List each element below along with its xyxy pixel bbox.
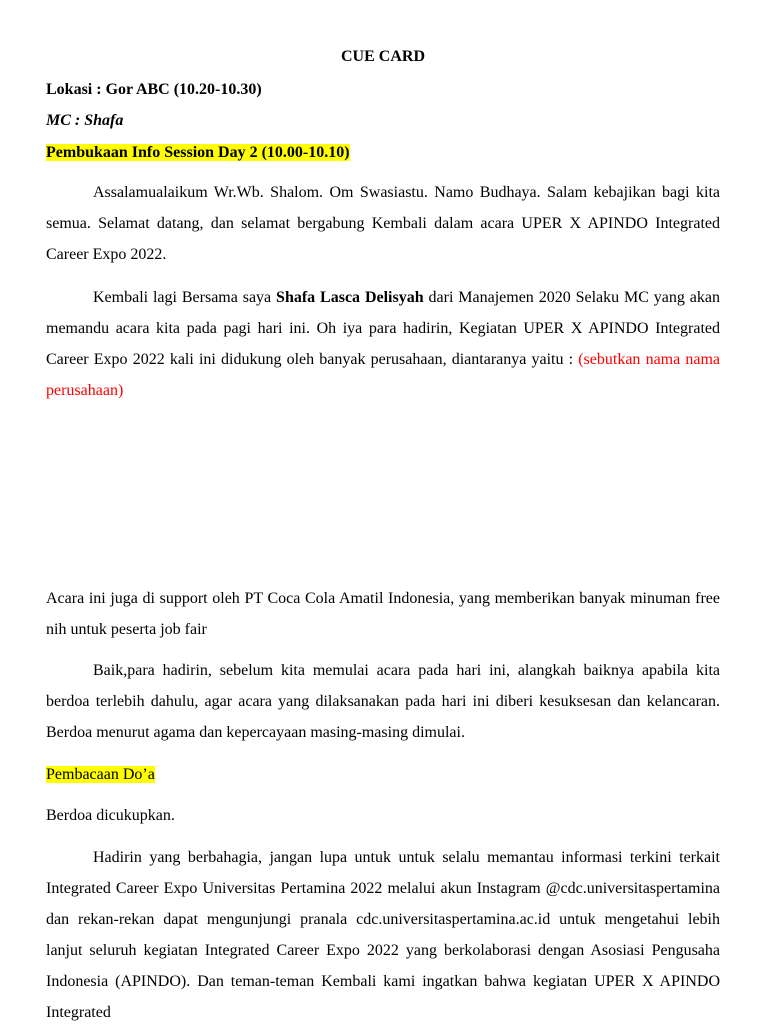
paragraph-greeting: Assalamualaikum Wr.Wb. Shalom. Om Swasiastu. Namo Budhaya. Salam kebajikan bagi kita semua. Selamat datang, dan selamat bergabung Kembali dalam acara UPER X APINDO Integrated Career Expo 2022. — [46, 184, 720, 263]
paragraph-introduction — [46, 282, 720, 406]
section-heading-opening-text: Pembukaan Info Session Day 2 (10.00-10.10) — [46, 144, 350, 161]
mc-line: MC : Shafa — [46, 112, 124, 129]
company-names-placeholder-note: (sebutkan nama nama perusahaan) — [46, 351, 721, 399]
location-line: Lokasi : Gor ABC (10.20-10.30) — [46, 81, 262, 98]
intro-text-before: Kembali lagi Bersama saya — [93, 289, 277, 306]
intro-text-after: dari Manajemen 2020 Selaku MC yang akan memandu acara kita pada pagi hari ini. Oh iya para hadirin, Kegiatan UPER X APINDO Integrated Career Expo 2022 kali ini didukung oleh banyak perusahaan, diantaranya yaitu : — [46, 289, 720, 368]
paragraph-prayer-invite: Baik,para hadirin, sebelum kita memulai acara pada hari ini, alangkah baiknya apabila kita berdoa terlebih dahulu, agar acara yang dilaksanakan pada hari ini diberi kesuksesan dan kelancaran. Berdoa menurut agama dan kepercayaan masing-masing dimulai. — [46, 662, 720, 741]
mc-full-name: Shafa Lasca Delisyah — [276, 289, 424, 306]
document-title: CUE CARD — [341, 48, 425, 65]
section-heading-prayer — [46, 764, 155, 786]
paragraph-info-reminder: Hadirin yang berbahagia, jangan lupa untuk untuk selalu memantau informasi terkini terkait Integrated Career Expo Universitas Pertamina 2022 melalui akun Instagram @cdc.universitaspertamina dan rekan-rekan dapat mengunjungi pranala cdc.universitaspertamina.ac.id untuk mengetahui lebih lanjut seluruh kegiatan Integrated Career Expo 2022 yang berkolaborasi dengan Asosiasi Pengusaha Indonesia (APINDO). Dan teman-teman Kembali kami ingatkan bahwa kegiatan UPER X APINDO Integrated — [46, 849, 720, 1021]
paragraph-sponsor: Acara ini juga di support oleh PT Coca Cola Amatil Indonesia, yang memberikan banyak minuman free nih untuk peserta job fair — [46, 590, 720, 638]
section-heading-opening — [46, 142, 350, 164]
paragraph-prayer-end: Berdoa dicukupkan. — [46, 807, 175, 824]
section-heading-prayer-text: Pembacaan Do’a — [46, 766, 155, 783]
